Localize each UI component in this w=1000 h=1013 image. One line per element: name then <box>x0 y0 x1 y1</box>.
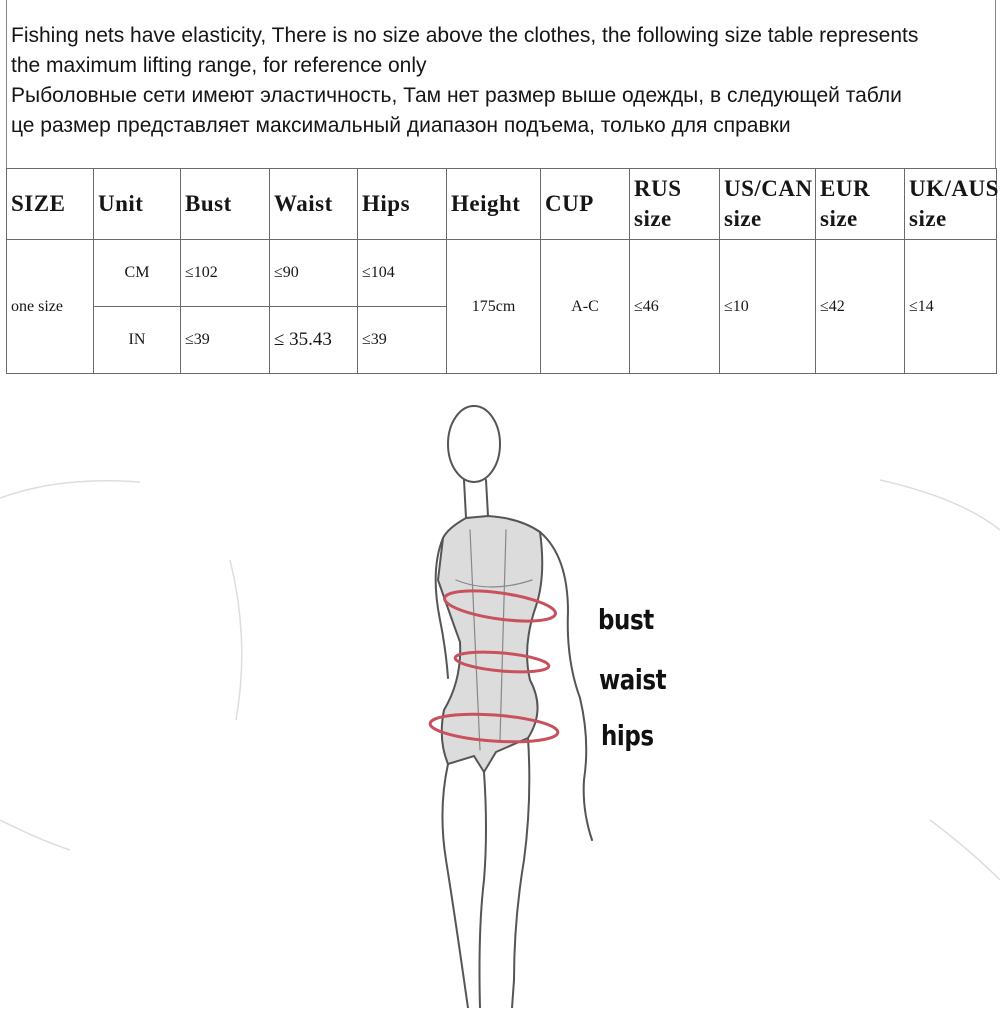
mannequin-inner-leg <box>480 772 487 1008</box>
header-size: SIZE <box>7 169 94 240</box>
bust-cm-cell: ≤102 <box>181 240 270 307</box>
header-eur <box>816 169 905 240</box>
notice-english-line-1: Fishing nets have elasticity, There is no size above the clothes, the following size table represents <box>11 24 919 47</box>
header-hips: Hips <box>358 169 447 240</box>
header-rus <box>630 169 720 240</box>
us-can-size-cell: ≤10 <box>720 240 816 374</box>
header-height: Height <box>447 169 541 240</box>
mannequin-right-arm <box>540 532 592 840</box>
notice-english-line-2: the maximum lifting range, for reference only <box>11 54 427 77</box>
header-eur-line-2: size <box>820 206 858 231</box>
unit-cm-cell: CM <box>94 240 181 307</box>
mannequin-body <box>436 406 592 1008</box>
header-rus-line-1: RUS <box>634 176 682 201</box>
waist-in-cell: ≤ 35.43 <box>270 307 358 374</box>
header-uk-aus-line-2: size <box>909 206 947 231</box>
table-row-cm <box>7 240 997 307</box>
hips-cm-cell: ≤104 <box>358 240 447 307</box>
header-rus-line-2: size <box>634 206 672 231</box>
notice-russian-line-1: Рыболовные сети имеют эластичность, Там нет размер выше одежды, в следующей табли <box>11 84 902 107</box>
unit-in-cell: IN <box>94 307 181 374</box>
waist-label: waist <box>599 663 667 696</box>
size-name-cell: one size <box>7 240 94 374</box>
cup-cell: A-C <box>541 240 630 374</box>
mannequin-right-leg <box>512 738 529 1008</box>
mannequin-illustration <box>0 380 1000 1008</box>
hips-in-cell: ≤39 <box>358 307 447 374</box>
header-waist: Waist <box>270 169 358 240</box>
bust-label: bust <box>598 603 654 636</box>
header-uk-aus <box>905 169 997 240</box>
size-notice <box>6 0 996 168</box>
rus-size-cell: ≤46 <box>630 240 720 374</box>
mannequin-head <box>448 406 500 482</box>
mannequin-torso <box>438 516 542 772</box>
mannequin-left-leg <box>442 764 468 1008</box>
measurement-figure <box>0 380 1000 1008</box>
uk-aus-size-cell: ≤14 <box>905 240 997 374</box>
header-us-can-line-1: US/CAN <box>724 176 813 201</box>
size-table <box>6 168 997 374</box>
height-cell: 175cm <box>447 240 541 374</box>
mannequin-neck <box>464 480 488 518</box>
hips-label: hips <box>601 719 654 752</box>
bust-in-cell: ≤39 <box>181 307 270 374</box>
header-us-can-line-2: size <box>724 206 762 231</box>
header-us-can <box>720 169 816 240</box>
header-unit: Unit <box>94 169 181 240</box>
waist-cm-cell: ≤90 <box>270 240 358 307</box>
header-bust: Bust <box>181 169 270 240</box>
eur-size-cell: ≤42 <box>816 240 905 374</box>
table-header-row <box>7 169 997 240</box>
header-uk-aus-line-1: UK/AUS <box>909 176 999 201</box>
header-cup: CUP <box>541 169 630 240</box>
header-eur-line-1: EUR <box>820 176 871 201</box>
notice-russian-line-2: це размер представляет максимальный диапазон подъема, только для справки <box>11 114 791 137</box>
